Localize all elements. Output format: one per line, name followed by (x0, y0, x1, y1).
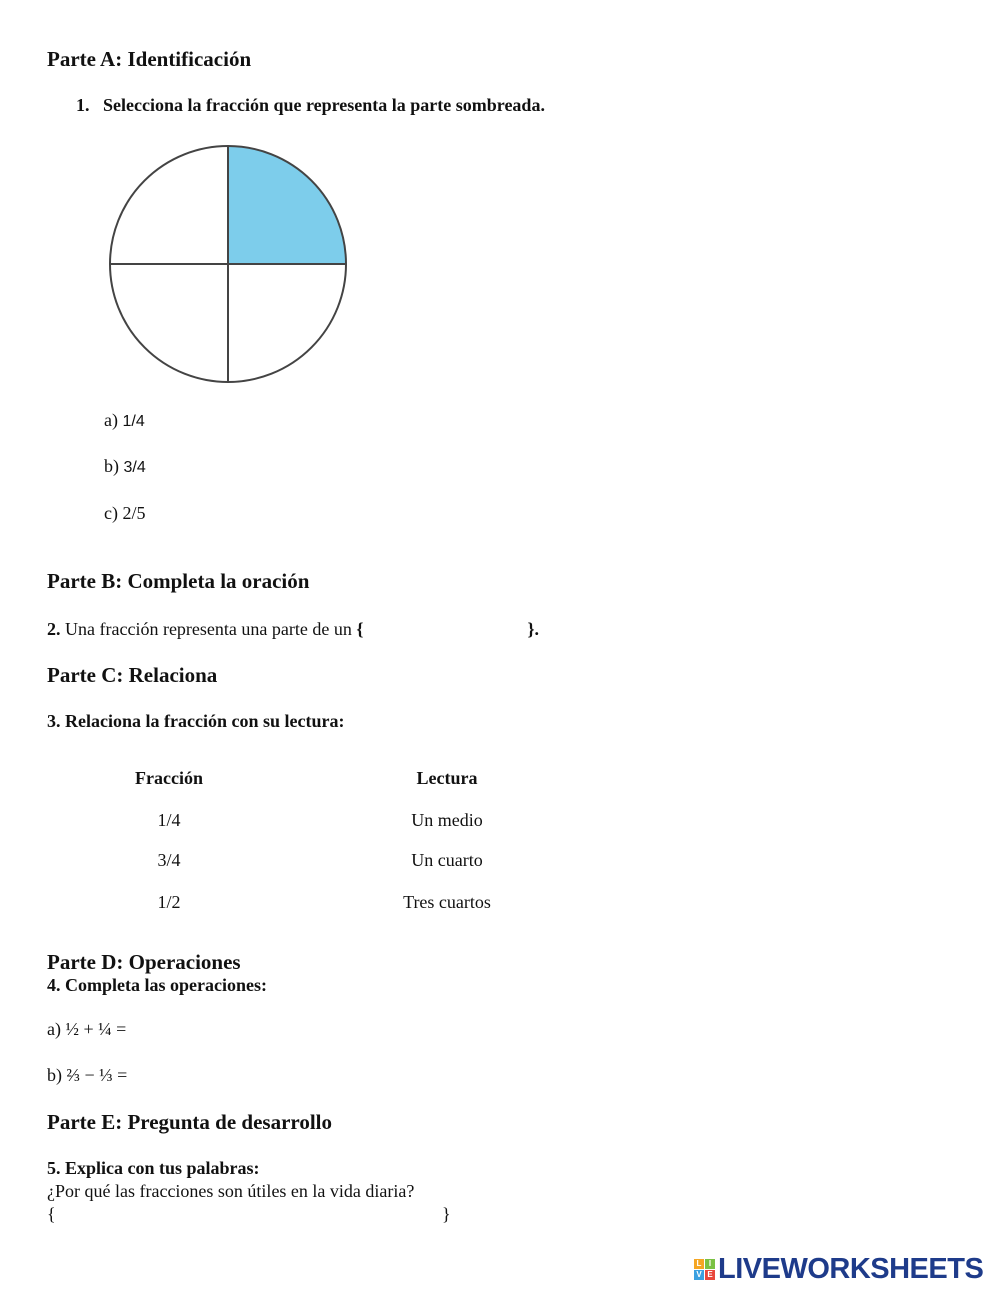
shaded-quarter (228, 146, 346, 264)
part-b-title: Parte B: Completa la oración (47, 569, 310, 593)
logo-letter: I (705, 1259, 715, 1269)
option-a[interactable] (104, 410, 145, 431)
blank-close-brace: }. (527, 619, 540, 639)
question-2 (47, 619, 539, 640)
fraction-item[interactable]: 1/2 (157, 892, 181, 912)
option-c[interactable] (104, 503, 146, 524)
blank-open-brace: { (356, 619, 364, 639)
open-brace: { (47, 1204, 56, 1224)
fraction-circle-figure (100, 136, 356, 392)
question-text: Selecciona la fracción que representa la parte sombreada. (103, 95, 545, 115)
question-5: 5. Explica con tus palabras: (47, 1158, 260, 1178)
option-letter: a) (104, 410, 118, 430)
option-value: 2/5 (122, 503, 146, 523)
table-header-fraccion: Fracción (135, 768, 203, 788)
liveworksheets-logo (694, 1254, 983, 1284)
question-number: 2. (47, 619, 61, 639)
question-text: Una fracción representa una parte de un (65, 619, 352, 639)
option-value: 1/4 (122, 413, 145, 430)
option-letter: b) (104, 456, 119, 476)
option-value: 3/4 (123, 459, 146, 476)
logo-letter: L (694, 1259, 704, 1269)
fraction-item[interactable]: 3/4 (157, 850, 181, 870)
logo-letter: V (694, 1270, 704, 1280)
operation-b: b) ⅔ − ⅓ = (47, 1065, 128, 1085)
logo-letter: E (705, 1270, 715, 1280)
part-a-title: Parte A: Identificación (47, 47, 252, 71)
option-letter: c) (104, 503, 118, 523)
answer-input-b[interactable] (140, 1063, 260, 1087)
reading-item[interactable]: Un cuarto (411, 850, 483, 870)
logo-icon (694, 1259, 715, 1280)
reading-item[interactable]: Un medio (411, 810, 483, 830)
part-e-title: Parte E: Pregunta de desarrollo (47, 1110, 333, 1134)
close-brace: } (442, 1204, 451, 1224)
reading-item[interactable]: Tres cuartos (403, 892, 491, 912)
answer-input-a[interactable] (140, 1017, 260, 1041)
operation-a: a) ½ + ¼ = (47, 1019, 127, 1039)
question-4: 4. Completa las operaciones: (47, 975, 267, 995)
question-1 (76, 95, 545, 116)
part-d-title: Parte D: Operaciones (47, 950, 241, 974)
logo-wordmark: LIVEWORKSHEETS (718, 1252, 984, 1285)
option-b[interactable] (104, 456, 146, 477)
essay-answer-area[interactable] (62, 1204, 437, 1226)
part-c-title: Parte C: Relaciona (47, 663, 218, 687)
question-5-text: ¿Por qué las fracciones son útiles en la vida diaria? (47, 1181, 415, 1201)
fraction-item[interactable]: 1/4 (157, 810, 181, 830)
question-3: 3. Relaciona la fracción con su lectura: (47, 711, 345, 731)
table-header-lectura: Lectura (416, 768, 478, 788)
question-number: 1. (76, 95, 90, 115)
